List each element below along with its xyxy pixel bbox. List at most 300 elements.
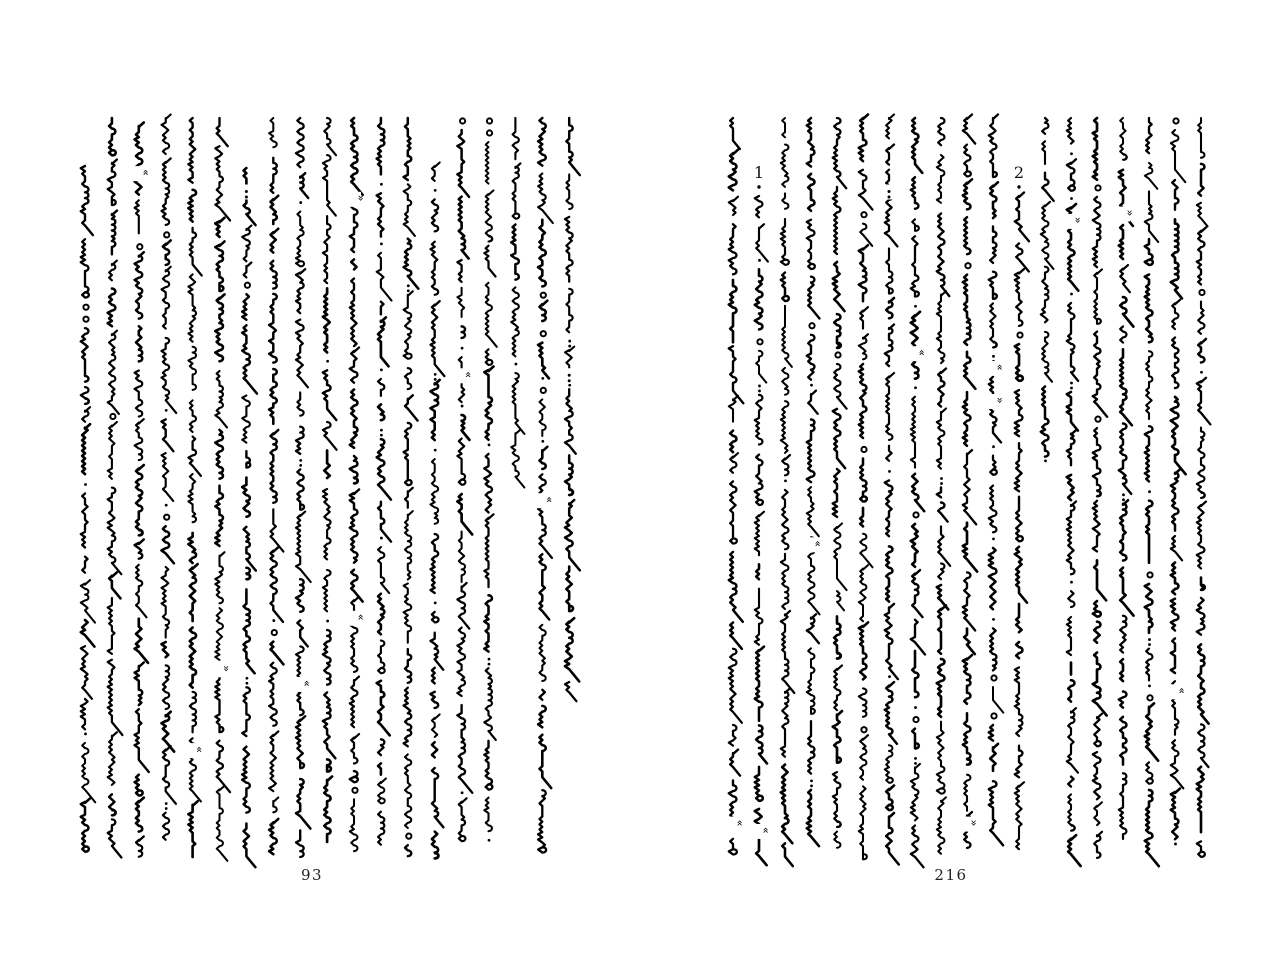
script-word-stroke xyxy=(1120,326,1126,342)
script-word-stroke xyxy=(730,623,742,649)
script-word-stroke xyxy=(911,826,924,868)
script-word-stroke xyxy=(1198,339,1206,363)
guillemet-mark: » xyxy=(220,665,233,673)
script-word-stroke xyxy=(781,401,789,453)
script-word-stroke xyxy=(938,605,946,653)
script-word-stroke xyxy=(861,727,866,732)
script-word-stroke xyxy=(1042,332,1052,382)
script-word-stroke xyxy=(807,335,815,380)
script-word-stroke xyxy=(834,832,840,848)
script-word-stroke xyxy=(885,325,894,367)
script-word-stroke xyxy=(859,688,867,716)
script-word-stroke xyxy=(964,217,970,254)
script-word-stroke xyxy=(1067,303,1078,381)
script-word-stroke xyxy=(1197,767,1204,832)
script-dot xyxy=(1070,293,1073,296)
script-dot xyxy=(914,762,917,765)
script-word-stroke xyxy=(859,786,867,859)
script-dot xyxy=(940,482,943,485)
script-word-stroke xyxy=(860,307,868,328)
script-word-stroke xyxy=(1120,568,1133,616)
script-word-stroke xyxy=(911,397,915,468)
script-word-stroke xyxy=(1171,536,1182,560)
script-word-stroke xyxy=(885,745,893,783)
script-word-stroke xyxy=(1119,692,1127,708)
script-dot xyxy=(1017,185,1020,188)
script-word-stroke xyxy=(1041,202,1054,269)
script-word-stroke xyxy=(913,512,918,517)
script-word-stroke xyxy=(1015,667,1023,736)
script-word-stroke xyxy=(1093,653,1107,716)
script-word-stroke xyxy=(834,617,841,659)
script-column xyxy=(833,118,847,848)
script-word-stroke xyxy=(730,118,740,149)
guillemet-mark: « xyxy=(354,613,368,621)
script-dot xyxy=(810,784,813,787)
script-word-stroke xyxy=(833,187,841,254)
script-word-stroke xyxy=(1015,547,1027,603)
script-word-stroke xyxy=(781,765,793,844)
script-dot xyxy=(1070,581,1073,584)
script-word-stroke xyxy=(1016,642,1022,658)
script-word-stroke xyxy=(859,622,868,679)
script-word-stroke xyxy=(1171,638,1175,673)
script-word-stroke xyxy=(837,591,844,610)
script-word-stroke xyxy=(937,214,950,297)
script-word-stroke xyxy=(1094,269,1102,323)
script-word-stroke xyxy=(1015,746,1023,778)
script-word-stroke xyxy=(809,323,814,328)
script-word-stroke xyxy=(860,735,868,780)
script-word-stroke xyxy=(1094,832,1102,858)
script-column xyxy=(883,115,899,865)
script-dot xyxy=(1200,371,1203,374)
script-dot xyxy=(758,259,761,262)
script-word-stroke xyxy=(886,813,899,864)
script-word-stroke xyxy=(781,611,795,693)
script-word-stroke xyxy=(782,118,785,137)
script-word-stroke xyxy=(938,369,946,407)
script-word-stroke xyxy=(990,456,997,475)
script-word-stroke xyxy=(1145,703,1158,760)
script-column xyxy=(1065,118,1085,866)
script-word-stroke xyxy=(861,212,866,217)
script-word-stroke xyxy=(990,227,996,263)
guillemet-mark: « xyxy=(300,680,314,687)
script-word-stroke xyxy=(911,236,919,296)
script-word-stroke xyxy=(885,604,898,679)
script-word-stroke xyxy=(729,725,737,746)
script-word-stroke xyxy=(1171,563,1179,595)
script-word-stroke xyxy=(729,396,738,422)
script-word-stroke xyxy=(1119,773,1127,839)
script-word-stroke xyxy=(756,725,767,763)
script-column xyxy=(859,115,873,860)
script-word-stroke xyxy=(1197,841,1205,856)
page-left-number: 93 xyxy=(300,866,324,884)
guillemet-mark: « xyxy=(1175,687,1189,695)
guillemet-mark: « xyxy=(915,349,929,356)
script-dot xyxy=(1122,493,1125,496)
script-dot xyxy=(992,618,995,621)
script-word-stroke xyxy=(963,275,971,345)
script-word-stroke xyxy=(782,193,788,208)
script-word-stroke xyxy=(1146,118,1151,153)
guillemet-mark: « xyxy=(993,363,1007,371)
script-word-stroke xyxy=(963,523,977,572)
script-word-stroke xyxy=(755,647,764,721)
script-word-stroke xyxy=(912,219,919,231)
script-word-stroke xyxy=(1172,300,1180,329)
script-word-stroke xyxy=(937,409,946,469)
script-word-stroke xyxy=(1094,802,1102,825)
script-word-stroke xyxy=(1119,225,1123,259)
script-column xyxy=(753,163,773,865)
script-word-stroke xyxy=(807,118,815,167)
script-word-stroke xyxy=(1015,344,1023,381)
script-word-stroke xyxy=(1172,338,1178,389)
script-word-stroke xyxy=(782,490,788,549)
script-word-stroke xyxy=(1145,191,1158,242)
script-word-stroke xyxy=(938,118,944,145)
script-dot xyxy=(992,355,995,358)
script-word-stroke xyxy=(1093,428,1101,496)
script-word-stroke xyxy=(859,170,873,210)
script-word-stroke xyxy=(938,563,944,579)
script-word-stroke xyxy=(755,767,763,801)
script-word-stroke xyxy=(1095,417,1100,422)
script-word-stroke xyxy=(781,219,789,265)
script-word-stroke xyxy=(937,797,946,853)
script-column xyxy=(987,115,1007,846)
script-column xyxy=(781,118,795,866)
script-word-stroke xyxy=(782,455,790,475)
script-word-stroke xyxy=(756,224,768,261)
script-word-stroke xyxy=(963,392,971,446)
script-word-stroke xyxy=(1197,227,1206,284)
script-dot xyxy=(1122,498,1125,501)
list-item-numeral: 2 xyxy=(1013,163,1025,182)
script-word-stroke xyxy=(964,352,975,389)
script-word-stroke xyxy=(807,790,819,846)
script-word-stroke xyxy=(912,570,922,617)
guillemet-mark: « xyxy=(462,371,476,379)
script-word-stroke xyxy=(1094,622,1100,643)
guillemet-mark: « xyxy=(542,496,556,503)
script-dot xyxy=(888,196,891,199)
script-word-stroke xyxy=(990,744,998,771)
script-word-stroke xyxy=(963,450,976,524)
script-word-stroke xyxy=(990,303,997,347)
script-word-stroke xyxy=(835,352,840,357)
script-word-stroke xyxy=(755,455,763,505)
script-word-stroke xyxy=(1093,197,1101,267)
script-word-stroke xyxy=(757,339,762,344)
script-word-stroke xyxy=(755,589,763,645)
script-word-stroke xyxy=(1068,835,1080,866)
script-word-stroke xyxy=(989,781,1003,845)
script-word-stroke xyxy=(755,395,763,445)
script-word-stroke xyxy=(1015,193,1029,242)
script-word-stroke xyxy=(1120,349,1132,425)
script-word-stroke xyxy=(1171,789,1180,840)
script-word-stroke xyxy=(1042,141,1045,164)
script-word-stroke xyxy=(1173,118,1178,123)
script-dot xyxy=(992,445,995,448)
script-word-stroke xyxy=(1094,560,1106,600)
script-dot xyxy=(914,386,917,389)
script-word-stroke xyxy=(782,306,792,367)
list-item-numeral: 1 xyxy=(753,163,765,182)
guillemet-mark: « xyxy=(759,826,773,834)
script-word-stroke xyxy=(729,649,742,723)
script-word-stroke xyxy=(886,446,891,461)
script-word-stroke xyxy=(1197,203,1208,227)
script-word-stroke xyxy=(991,713,996,718)
script-word-stroke xyxy=(782,843,793,866)
script-word-stroke xyxy=(1093,752,1101,799)
script-word-stroke xyxy=(729,280,737,342)
script-word-stroke xyxy=(1095,185,1100,190)
script-word-stroke xyxy=(860,508,863,526)
script-word-stroke xyxy=(912,474,924,511)
script-word-stroke xyxy=(1198,724,1208,767)
script-word-stroke xyxy=(912,118,922,173)
script-word-stroke xyxy=(1016,497,1023,542)
script-word-stroke xyxy=(1171,130,1186,182)
script-word-stroke xyxy=(963,179,972,209)
script-word-stroke xyxy=(807,487,819,536)
script-word-stroke xyxy=(807,648,815,714)
script-word-stroke xyxy=(1068,680,1074,701)
script-word-stroke xyxy=(1093,118,1097,180)
script-word-stroke xyxy=(1197,428,1205,498)
script-word-stroke xyxy=(1067,708,1078,773)
script-word-stroke xyxy=(1197,598,1205,635)
script-word-stroke xyxy=(860,459,867,502)
script-word-stroke xyxy=(729,150,738,191)
script-word-stroke xyxy=(1120,616,1126,653)
script-word-stroke xyxy=(1067,118,1074,144)
script-column xyxy=(1145,118,1159,866)
script-word-stroke xyxy=(1015,443,1022,491)
script-word-stroke xyxy=(833,118,846,188)
script-word-stroke xyxy=(1067,159,1076,190)
script-word-stroke xyxy=(729,224,737,274)
script-word-stroke xyxy=(886,298,894,318)
script-word-stroke xyxy=(729,839,737,855)
script-word-stroke xyxy=(1067,502,1076,575)
script-word-stroke xyxy=(834,665,842,710)
script-word-stroke xyxy=(911,524,918,567)
script-word-stroke xyxy=(1147,572,1152,577)
script-word-stroke xyxy=(1094,714,1102,747)
script-word-stroke xyxy=(911,620,925,655)
script-word-stroke xyxy=(833,711,842,763)
script-dot xyxy=(1070,152,1073,155)
script-word-stroke xyxy=(1067,475,1074,500)
script-word-stroke xyxy=(1201,578,1205,590)
script-dot xyxy=(1148,684,1151,687)
script-word-stroke xyxy=(1197,378,1211,425)
script-column xyxy=(961,115,981,848)
script-column xyxy=(937,118,950,854)
script-dot xyxy=(757,185,760,188)
script-column xyxy=(727,118,747,854)
script-word-stroke xyxy=(860,534,872,568)
script-word-stroke xyxy=(1120,297,1133,327)
script-column xyxy=(1093,118,1107,858)
script-dot xyxy=(1148,643,1151,646)
script-word-stroke xyxy=(911,177,919,209)
script-word-stroke xyxy=(1172,180,1178,210)
script-dot xyxy=(810,384,813,387)
guillemet-mark: » xyxy=(993,397,1007,404)
script-word-stroke xyxy=(781,273,789,302)
script-word-stroke xyxy=(991,675,996,680)
script-column xyxy=(1197,118,1211,857)
script-word-stroke xyxy=(1199,290,1204,295)
script-word-stroke xyxy=(1067,392,1078,431)
script-word-stroke xyxy=(911,312,920,379)
script-dot xyxy=(888,675,891,678)
guillemet-mark: « xyxy=(733,819,747,827)
script-word-stroke xyxy=(1068,794,1075,830)
script-word-stroke xyxy=(859,245,868,301)
script-word-stroke xyxy=(1015,269,1024,326)
guillemet-mark: » xyxy=(1071,216,1085,224)
script-word-stroke xyxy=(937,722,945,794)
script-word-stroke xyxy=(808,391,818,414)
script-word-stroke xyxy=(729,552,743,622)
script-word-stroke xyxy=(964,629,975,655)
script-dot xyxy=(1070,387,1073,390)
script-word-stroke xyxy=(861,447,866,452)
script-word-stroke xyxy=(1146,762,1153,783)
script-word-stroke xyxy=(1198,118,1204,158)
script-column xyxy=(1169,118,1189,845)
script-word-stroke xyxy=(989,272,997,299)
script-word-stroke xyxy=(989,725,993,741)
script-word-stroke xyxy=(990,182,998,218)
script-word-stroke xyxy=(1015,782,1024,849)
script-word-stroke xyxy=(781,554,789,609)
script-word-stroke xyxy=(833,262,845,311)
script-word-stroke xyxy=(885,170,898,247)
script-word-stroke xyxy=(1016,604,1021,632)
script-column xyxy=(1041,118,1054,462)
script-word-stroke xyxy=(1171,740,1184,788)
script-word-stroke xyxy=(781,688,790,756)
script-word-stroke xyxy=(911,764,920,821)
script-word-stroke xyxy=(993,687,1003,713)
script-word-stroke xyxy=(964,775,970,811)
script-word-stroke xyxy=(1146,351,1152,419)
script-word-stroke xyxy=(1145,426,1153,481)
script-word-stroke xyxy=(756,564,759,579)
script-word-stroke xyxy=(938,527,950,566)
script-word-stroke xyxy=(1145,239,1153,265)
script-word-stroke xyxy=(729,346,744,403)
script-word-stroke xyxy=(963,655,972,704)
script-word-stroke xyxy=(730,431,736,452)
script-word-stroke xyxy=(963,572,975,630)
script-word-stroke xyxy=(913,717,918,722)
script-word-stroke xyxy=(938,503,947,522)
script-word-stroke xyxy=(1042,118,1048,134)
script-dot xyxy=(914,757,917,760)
script-dot xyxy=(992,537,995,540)
script-word-stroke xyxy=(807,220,815,269)
guillemet-mark: » xyxy=(967,819,981,827)
script-word-stroke xyxy=(1042,173,1054,201)
script-word-stroke xyxy=(755,512,764,556)
script-dot xyxy=(1044,459,1047,462)
script-word-stroke xyxy=(885,480,893,536)
script-word-stroke xyxy=(833,409,845,468)
guillemet-mark: » xyxy=(1123,209,1137,217)
script-word-stroke xyxy=(1093,601,1101,617)
script-word-stroke xyxy=(1120,717,1126,765)
script-word-stroke xyxy=(859,364,867,438)
script-word-stroke xyxy=(886,373,894,440)
script-word-stroke xyxy=(807,420,815,483)
script-word-stroke xyxy=(990,628,996,670)
script-word-stroke xyxy=(1120,500,1128,560)
script-word-stroke xyxy=(1198,164,1204,196)
script-dot xyxy=(1174,843,1177,846)
script-word-stroke xyxy=(886,145,894,165)
script-word-stroke xyxy=(937,291,946,363)
script-word-stroke xyxy=(1146,649,1152,681)
script-word-stroke xyxy=(1145,275,1153,343)
script-word-stroke xyxy=(1120,265,1130,292)
script-word-stroke xyxy=(859,334,868,359)
script-word-stroke xyxy=(1119,424,1131,494)
script-word-stroke xyxy=(1017,332,1022,337)
script-word-stroke xyxy=(1145,790,1159,866)
script-word-stroke xyxy=(755,196,763,217)
script-word-stroke xyxy=(808,721,814,773)
script-column xyxy=(1014,163,1029,849)
script-word-stroke xyxy=(1171,397,1186,474)
script-word-stroke xyxy=(859,115,868,162)
script-dot xyxy=(1070,197,1073,200)
script-word-stroke xyxy=(730,481,737,543)
script-word-stroke xyxy=(730,750,740,776)
script-word-stroke xyxy=(937,155,945,203)
guillemet-mark: » xyxy=(354,194,368,202)
script-word-stroke xyxy=(782,368,788,395)
script-word-stroke xyxy=(912,651,918,697)
page-right-number: 216 xyxy=(934,866,968,884)
script-word-stroke xyxy=(1145,584,1153,633)
script-word-stroke xyxy=(756,351,766,383)
script-word-stroke xyxy=(1197,502,1206,569)
script-word-stroke xyxy=(937,659,945,717)
script-word-stroke xyxy=(912,729,919,749)
script-column xyxy=(805,118,825,846)
script-word-stroke xyxy=(1145,163,1158,189)
script-word-stroke xyxy=(989,486,997,533)
script-word-stroke xyxy=(1093,332,1107,417)
script-word-stroke xyxy=(1041,387,1049,457)
script-word-stroke xyxy=(1068,777,1073,787)
script-dot xyxy=(1148,638,1151,641)
script-dot xyxy=(914,305,917,308)
script-word-stroke xyxy=(808,277,819,319)
script-word-stroke xyxy=(1120,118,1127,160)
